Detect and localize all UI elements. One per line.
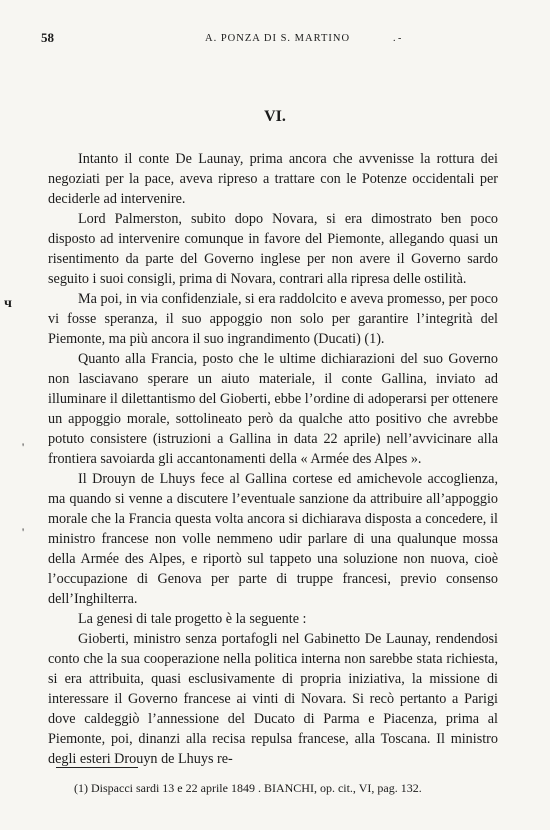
chapter-title: VI. — [264, 108, 286, 125]
paragraph: La genesi di tale progetto è la seguente : — [78, 611, 307, 627]
footnote: (1) Dispacci sardi 13 e 22 aprile 1849 . BIANCHI, op. cit., VI, pag. 132. — [74, 781, 422, 795]
margin-tick: ' — [22, 525, 25, 539]
paragraph: Il Drouyn de Lhuys fece al Gallina cortese ed amichevole accoglienza, ma quando si venne a discutere l’eventuale sanzione da attribuire all’appoggio morale che la Francia questa volta ancora si dichiarava disposta a concedere, il ministro francese non volle nemmeno udir parlare di una qualunque mossa della Armée des Alpes, e riportò sul tappeto una soluzione non nuova, cioè l’occupazione di Genova per parte di truppe francesi, previo consenso dell’Inghilterra. — [48, 471, 498, 607]
margin-mark: ч — [4, 296, 12, 311]
page-number: 58 — [41, 30, 54, 45]
paragraph: Lord Palmerston, subito dopo Novara, si era dimostrato ben poco disposto ad intervenire comunque in favore del Piemonte, allegando quasi un risentimento da parte del Governo inglese per non avere il Governo sardo seguito i suoi consigli, prima di Novara, contrari alla ripresa delle ostilità. — [48, 211, 498, 287]
paragraph: Quanto alla Francia, posto che le ultime dichiarazioni del suo Governo non lasciavano sperare un aiuto materiale, il conte Gallina, inviato ad illuminare il dilettantismo del Gioberti, ebbe l’ordine di adoperarsi per ottenere un appoggio morale, sottolineato però da qualche atto positivo che avrebbe potuto consistere (istruzioni a Gallina in data 22 aprile) nell’avvicinare alla frontiera savoiarda gli accantonamenti della « Armée des Alpes ». — [48, 351, 498, 467]
paragraph: Ma poi, in via confidenziale, si era raddolcito e aveva promesso, per poco vi fosse speranza, il suo appoggio non solo per garantire l’integrità del Piemonte, ma più ancora il suo ingrandimento (Ducati) (1). — [48, 291, 498, 347]
body-text — [48, 149, 498, 769]
paragraph: Gioberti, ministro senza portafogli nel Gabinetto De Launay, rendendosi conto che la sua cooperazione nella politica interna non sarebbe stata richiesta, si era attribuita, quasi esclusivamente di propria iniziativa, la missione di interessare il Governo francese ai vinti di Novara. Si recò pertanto a Parigi dove caldeggiò l’annessione del Ducato di Parma e Piacenza, prima al Piemonte, poi, dinanzi alla recisa repulsa francese, alla Toscana. Il ministro degli esteri Drouyn de Lhuys re- — [48, 631, 498, 767]
footnote-rule — [56, 767, 138, 768]
running-head: A. PONZA DI S. MARTINO — [205, 33, 351, 44]
margin-tick: ' — [22, 440, 25, 454]
header-mark: . - — [393, 33, 402, 44]
paragraph: Intanto il conte De Launay, prima ancora che avvenisse la rottura dei negoziati per la pace, aveva ripreso a trattare con le Potenze occidentali per deciderle ad intervenire. — [48, 151, 498, 207]
